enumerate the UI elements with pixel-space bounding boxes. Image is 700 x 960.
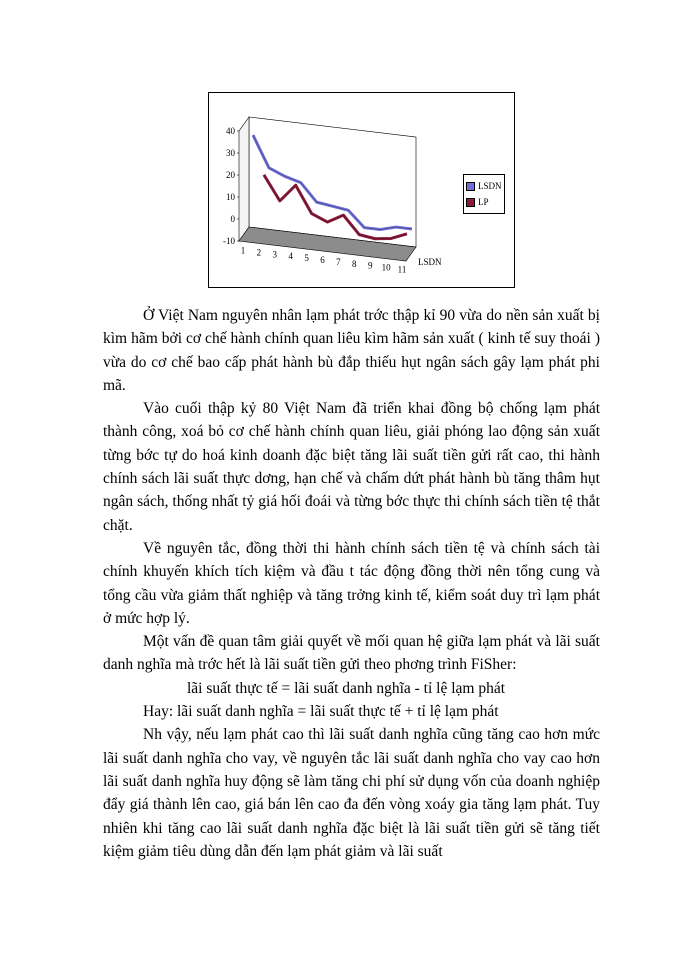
x-tick-label: 9 [367,260,373,271]
x-tick-label: 6 [320,255,325,266]
x-tick-label: 11 [397,264,407,275]
x-tick-label: 7 [336,256,341,267]
y-tick-label: -10 [223,236,235,246]
y-tick-label: 10 [226,192,235,202]
paragraph-5: Nh vậy, nếu lạm phát cao thì lãi suất danh nghĩa cũng tăng cao hơn mức lãi suất danh nghĩa cho vay, về nguyên tắc lãi suất danh nghĩa cho vay cao hơn lãi suất danh nghĩa huy động sẽ làm tăng chi phí sử dụng vốn của doanh nghiệp đẩy giá thành lên cao, giá bán lên cao đa đến vòng xoáy gia tăng lạm phát. Tuy nhiên khi tăng cao lãi suất danh nghĩa đặc biệt là lãi suất tiền gửi sẽ tăng tiết kiệm giảm tiêu dùng dẫn đến lạm phát giảm và lãi suất [103,726,600,860]
y-tick-label: 20 [226,170,235,180]
depth-axis-label: LSDN [418,257,442,268]
chart-side-wall [239,117,249,241]
paragraph-1: Ở Việt Nam nguyên nhân lạm phát trớc thập kỉ 90 vừa do nền sản xuất bị kìm hãm bởi cơ chế hành chính quan liêu kìm hãm sản xuất ( kinh tế suy thoái ) vừa do cơ chế bao cấp phát hành bù đắp thiếu hụt ngân sách gây lạm phát phi mã. [103,307,600,394]
legend-swatch-lp [466,198,475,207]
legend-label-lp: LP [478,197,489,207]
x-tick-label: 2 [256,247,262,258]
x-tick-label: 5 [304,253,309,264]
x-tick-label: 1 [240,245,246,256]
fisher-formula: lãi suất thực tế = lãi suất danh nghĩa - tỉ lệ lạm phát [187,679,506,697]
chart-figure [208,92,515,288]
x-tick-label: 3 [272,249,278,260]
y-tick-label: 40 [226,126,235,136]
x-tick-label: 4 [288,251,293,262]
fisher-formula-alt: Hay: lãi suất danh nghĩa = lãi suất thực tế + tỉ lệ lạm phát [143,703,499,721]
legend-swatch-lsdn [466,182,475,191]
x-tick-label: 8 [352,258,357,269]
x-tick-label: 10 [381,262,391,273]
paragraph-4: Một vấn đề quan tâm giải quyết về mối quan hệ giữa lạm phát và lãi suất danh nghĩa mà trớc hết là lãi suất tiền gửi theo phơng trình FiSher: [103,633,600,674]
legend-item-lsdn [466,178,502,194]
chart-legend [463,174,505,214]
document-body [103,304,600,863]
paragraph-3: Về nguyên tắc, đồng thời thi hành chính sách tiền tệ và chính sách tài chính khuyến khích tích kiệm và đầu t tác động đồng thời nên tổng cung và tổng cầu vừa giảm thất nghiệp và tăng trởng kinh tế, kiểm soát duy trì lạm phát ở mức hợp lý. [103,539,600,627]
legend-label-lsdn: LSDN [478,181,502,191]
legend-item-lp [466,194,502,210]
paragraph-2: Vào cuối thập kỷ 80 Việt Nam đã triển khai đồng bộ chống lạm phát thành công, xoá bỏ cơ chế hành chính quan liêu, giải phóng lao động sản xuất từng bớc tự do hoá kinh doanh đặc biệt tăng lãi suất tiền gửi rất cao, thi hành chính sách lãi suất thực dơng, hạn chế và chấm dứt phát hành bù tăng thâm hụt ngân sách, thống nhất tỷ giá hối đoái và từng bớc thực thi chính sách tiền tệ thắt chặt. [103,400,600,534]
y-tick-label: 30 [226,148,235,158]
y-tick-label: 0 [230,214,235,224]
